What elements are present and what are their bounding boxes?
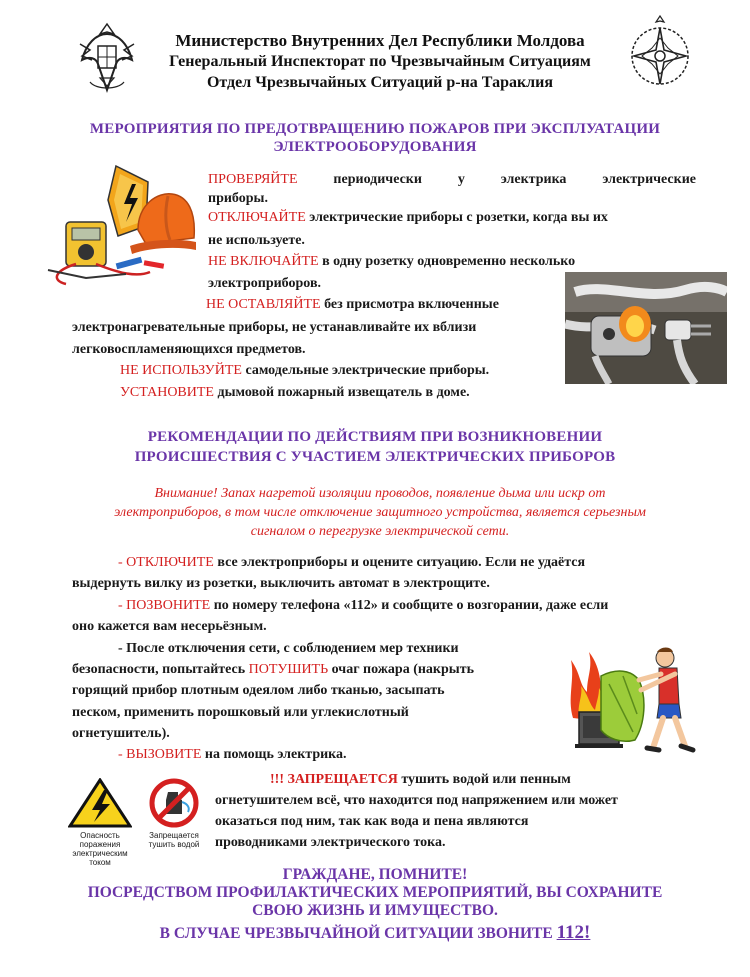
item-homemade-text: самодельные электрические приборы. xyxy=(241,363,490,378)
item-overload-text1: в одну розетку одновременно несколько xyxy=(318,254,576,269)
electric-hazard-caption-line4: током xyxy=(89,858,111,867)
prohibition-text4: проводниками электрического тока. xyxy=(215,835,446,850)
item-homemade-key: НЕ ИСПОЛЬЗУЙТЕ xyxy=(120,363,242,378)
item-unplug-text1: электрические приборы с розетки, когда вы их xyxy=(305,210,608,225)
step-disconnect-line2 xyxy=(72,574,490,594)
item-unattended-line1 xyxy=(206,295,499,315)
step-disconnect-text1: все электроприборы и оцените ситуацию. Если не удаётся xyxy=(213,555,586,570)
prohibition-prefix: !!! xyxy=(270,772,288,787)
step-extinguish-line5 xyxy=(72,724,170,744)
section-recommendations-title xyxy=(40,427,710,467)
item-check-text2: приборы. xyxy=(208,191,268,206)
electric-hazard-sign xyxy=(68,778,132,867)
prohibition-line2 xyxy=(215,791,618,811)
final-line1: ГРАЖДАНЕ, ПОМНИТЕ! xyxy=(282,866,468,883)
warning-line3: сигналом о перегрузке электрической сети. xyxy=(250,524,510,539)
header-line-ministry: Министерство Внутренних Дел Республики Молдова xyxy=(175,31,585,50)
item-check-key: ПРОВЕРЯЙТЕ xyxy=(208,172,298,187)
prohibition-text3: оказаться под ним, так как вода и пена являются xyxy=(215,814,529,829)
step-electrician-key: ВЫЗОВИТЕ xyxy=(126,747,202,762)
step-electrician-line xyxy=(118,745,347,765)
section-prevention-title-line1: МЕРОПРИЯТИЯ ПО ПРЕДОТВРАЩЕНИЮ ПОЖАРОВ ПРИ ЭКСПЛУАТАЦИИ xyxy=(89,121,661,137)
emergency-service-emblem-icon xyxy=(628,12,692,96)
step-disconnect-text2: выдернуть вилку из розетки, выключить автомат в электрощите. xyxy=(72,576,490,591)
step-extinguish-text4: песком, применить порошковый или углекислотный xyxy=(72,705,409,720)
item-unattended-text1: без присмотра включенные xyxy=(320,297,499,312)
item-homemade-line xyxy=(120,361,489,381)
step-extinguish-line2 xyxy=(72,660,474,680)
step-call-key: ПОЗВОНИТЕ xyxy=(126,598,211,613)
step-disconnect-prefix: - xyxy=(118,555,127,570)
step-extinguish-text2a: безопасности, попытайтесь xyxy=(72,662,249,677)
item-overload-line2 xyxy=(208,274,321,294)
prohibition-text2: огнетушителем всё, что находится под напряжением или может xyxy=(215,793,618,808)
step-extinguish-text2b: очаг пожара (накрыть xyxy=(328,662,474,677)
item-detector-key: УСТАНОВИТЕ xyxy=(120,385,214,400)
step-extinguish-text5: огнетушитель). xyxy=(72,726,170,741)
step-call-line2 xyxy=(72,617,267,637)
item-unplug-line2 xyxy=(208,231,305,251)
item-overload-line1 xyxy=(208,252,575,272)
emergency-number: 112! xyxy=(556,922,591,943)
step-disconnect-line1 xyxy=(118,553,585,573)
electric-hazard-caption-line2: поражения xyxy=(79,840,121,849)
final-appeal xyxy=(40,866,710,943)
step-call-prefix: - xyxy=(118,598,127,613)
person-smothering-fire-illustration xyxy=(565,640,705,764)
step-extinguish-key: ПОТУШИТЬ xyxy=(248,662,329,677)
item-check-line2 xyxy=(208,189,268,209)
section-prevention-title xyxy=(40,120,710,156)
step-call-text1: по номеру телефона «112» и сообщите о возгорании, даже если xyxy=(210,598,609,613)
item-unplug-line1 xyxy=(208,208,608,228)
header xyxy=(140,30,620,93)
step-extinguish-line3 xyxy=(72,681,444,701)
item-unplug-text2: не используете. xyxy=(208,233,305,248)
step-extinguish-text3: горящий прибор плотным одеялом либо тканью, засыпать xyxy=(72,683,445,698)
final-line4-text: В СЛУЧАЕ ЧРЕЗВЫЧАЙНОЙ СИТУАЦИИ ЗВОНИТЕ xyxy=(159,925,557,942)
final-line4 xyxy=(40,924,710,943)
warning-line2: электроприборов, в том числе отключение защитного устройства, является серьезным xyxy=(114,505,646,520)
item-unattended-line3 xyxy=(72,340,306,360)
item-unattended-key: НЕ ОСТАВЛЯЙТЕ xyxy=(206,297,321,312)
electric-hazard-caption-line3: электрическим xyxy=(72,849,128,858)
step-call-line1 xyxy=(118,596,608,616)
no-water-caption-line1: Запрещается xyxy=(149,831,199,840)
step-extinguish-line1 xyxy=(118,639,459,659)
item-unattended-line2 xyxy=(72,318,476,338)
section-prevention-title-line2: ЭЛЕКТРООБОРУДОВАНИЯ xyxy=(273,139,477,155)
electrical-safety-illustration xyxy=(46,160,196,288)
item-detector-line xyxy=(120,383,470,403)
section-recommendations-title-line1: РЕКОМЕНДАЦИИ ПО ДЕЙСТВИЯМ ПРИ ВОЗНИКНОВЕНИИ xyxy=(147,429,603,445)
prohibition-line3 xyxy=(215,812,528,832)
step-extinguish-line4 xyxy=(72,703,409,723)
warning-paragraph xyxy=(60,484,700,541)
no-water-caption-line2: тушить водой xyxy=(148,840,200,849)
step-electrician-text: на помощь электрика. xyxy=(201,747,347,762)
moldova-coat-of-arms-icon xyxy=(76,20,138,96)
prohibition-key: ЗАПРЕЩАЕТСЯ xyxy=(287,772,398,787)
final-line3: СВОЮ ЖИЗНЬ И ИМУЩЕСТВО. xyxy=(252,902,498,919)
item-overload-text2: электроприборов. xyxy=(208,276,321,291)
burning-socket-photo xyxy=(565,272,727,384)
final-line2: ПОСРЕДСТВОМ ПРОФИЛАКТИЧЕСКИХ МЕРОПРИЯТИЙ, ВЫ СОХРАНИТЕ xyxy=(87,884,663,901)
prohibition-line4 xyxy=(215,833,446,853)
header-line-department: Отдел Чрезвычайных Ситуаций р-на Тараклия xyxy=(206,74,554,91)
no-water-sign xyxy=(142,778,206,848)
item-unattended-text2: электронагревательные приборы, не устанавливайте их вблизи xyxy=(72,320,477,335)
step-electrician-prefix: - xyxy=(118,747,127,762)
section-recommendations-title-line2: ПРОИСШЕСТВИЯ С УЧАСТИЕМ ЭЛЕКТРИЧЕСКИХ ПРИБОРОВ xyxy=(134,449,616,465)
item-detector-text: дымовой пожарный извещатель в доме. xyxy=(214,385,470,400)
electric-hazard-caption-line1: Опасность xyxy=(80,831,120,840)
item-check-text1: периодически у электрика электрические xyxy=(297,172,696,187)
prohibition-line1 xyxy=(270,770,571,790)
prohibition-text1: тушить водой или пенным xyxy=(397,772,571,787)
step-call-text2: оно кажется вам несерьёзным. xyxy=(72,619,267,634)
step-disconnect-key: ОТКЛЮЧИТЕ xyxy=(126,555,214,570)
item-unattended-text3: легковоспламеняющихся предметов. xyxy=(72,342,306,357)
item-unplug-key: ОТКЛЮЧАЙТЕ xyxy=(208,210,306,225)
step-extinguish-text1: - После отключения сети, с соблюдением мер техники xyxy=(118,641,459,656)
item-check-line1 xyxy=(208,170,696,190)
item-overload-key: НЕ ВКЛЮЧАЙТЕ xyxy=(208,254,319,269)
warning-line1: Внимание! Запах нагретой изоляции проводов, появление дыма или искр от xyxy=(154,486,606,501)
header-line-inspectorate: Генеральный Инспекторат по Чрезвычайным Ситуациям xyxy=(169,53,591,70)
